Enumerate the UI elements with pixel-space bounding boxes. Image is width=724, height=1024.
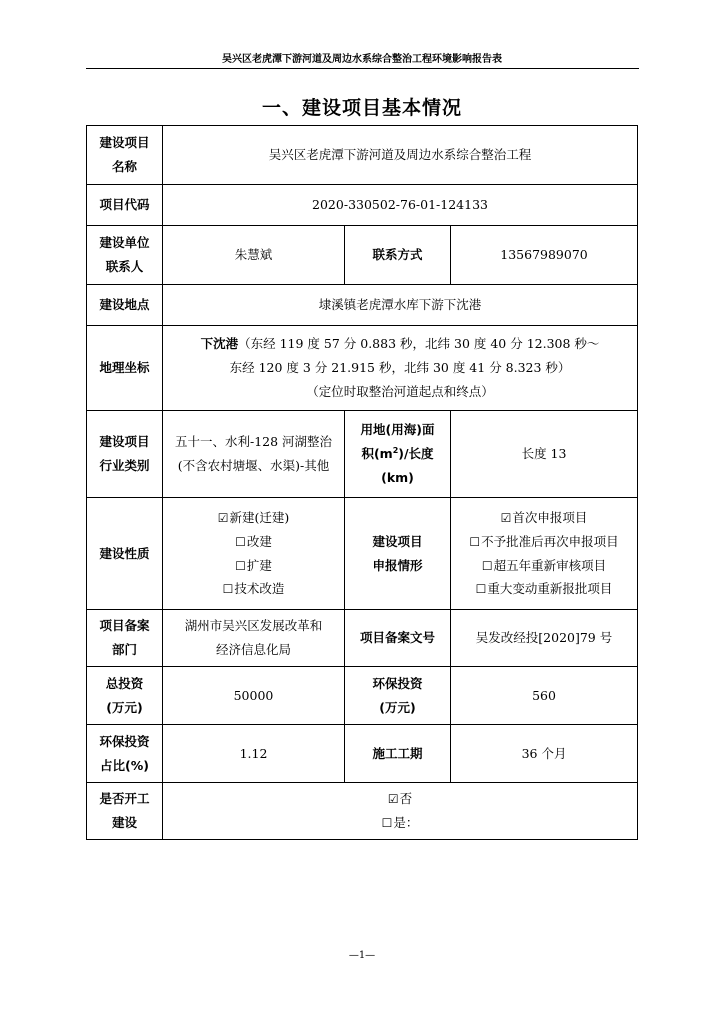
section-title: 一、建设项目基本情况 <box>261 97 462 119</box>
report-option-first: ☑首次申报项目 <box>500 509 588 525</box>
contact-value: 朱慧斌 <box>163 226 345 285</box>
report-option-five-year: ☐超五年重新审核项目 <box>481 557 607 573</box>
row-contact <box>87 226 638 285</box>
report-option-resubmit: ☐不予批准后再次申报项目 <box>469 533 619 549</box>
row-location <box>87 285 638 326</box>
checkbox-unchecked-icon: ☐ <box>222 582 234 597</box>
row-filing <box>87 610 638 667</box>
industry-value: 五十一、水利-128 河湖整治 (不含农村塘堰、水渠)-其他 <box>163 411 345 498</box>
report-label: 建设项目 申报情形 <box>345 498 451 610</box>
coordinates-end: 东经 120 度 3 分 21.915 秒，北纬 30 度 41 分 8.323 秒） <box>229 360 571 376</box>
project-info-table <box>86 125 638 840</box>
page-number: —1— <box>348 950 376 961</box>
ratio-value: 1.12 <box>163 725 345 783</box>
checkbox-unchecked-icon: ☐ <box>235 534 246 549</box>
row-coordinates <box>87 326 638 411</box>
contact-label: 建设单位 联系人 <box>87 226 163 285</box>
period-value: 36 个月 <box>451 725 638 783</box>
nature-label: 建设性质 <box>87 498 163 610</box>
coordinates-river-name: 下沈港 <box>200 336 239 352</box>
report-option-major-change: ☐重大变动重新报批项目 <box>475 581 613 597</box>
row-ratio <box>87 725 638 783</box>
env-investment-value: 560 <box>451 667 638 725</box>
location-label: 建设地点 <box>87 285 163 326</box>
nature-options <box>163 498 345 610</box>
area-value: 长度 13 <box>451 411 638 498</box>
row-investment <box>87 667 638 725</box>
env-investment-label: 环保投资 (万元) <box>345 667 451 725</box>
area-label: 用地(用海)面 积$(m^2)/$长度 (km) <box>345 411 451 498</box>
filing-doc-label: 项目备案文号 <box>345 610 451 667</box>
ratio-label: 环保投资 占比(%) <box>87 725 163 783</box>
project-name-value: 吴兴区老虎潭下游河道及周边水系综合整治工程 <box>163 126 638 185</box>
nature-option-new: ☑新建(迁建) <box>217 509 290 525</box>
checkbox-unchecked-icon: ☐ <box>235 558 246 573</box>
investment-value: 50000 <box>163 667 345 725</box>
coordinates-value <box>163 326 638 411</box>
phone-label: 联系方式 <box>345 226 451 285</box>
coordinates-label: 地理坐标 <box>87 326 163 411</box>
header-divider <box>86 68 639 69</box>
coordinates-start: （东经 119 度 57 分 0.883 秒，北纬 30 度 40 分 12.308 秒～ <box>238 336 600 352</box>
checkbox-unchecked-icon: ☐ <box>481 558 493 573</box>
filing-value: 湖州市吴兴区发展改革和 经济信息化局 <box>163 610 345 667</box>
started-label: 是否开工 建设 <box>87 783 163 840</box>
row-project-name <box>87 126 638 185</box>
phone-value: 13567989070 <box>451 226 638 285</box>
coordinates-note: （定位时取整治河道起点和终点） <box>306 383 494 399</box>
row-project-code <box>87 185 638 226</box>
checkbox-checked-icon: ☑ <box>387 792 399 807</box>
nature-option-rebuild: ☐改建 <box>235 533 272 549</box>
checkbox-unchecked-icon: ☐ <box>475 582 487 597</box>
started-option-no: ☑否 <box>387 791 413 807</box>
report-options <box>451 498 638 610</box>
checkbox-checked-icon: ☑ <box>217 510 229 525</box>
project-code-value: 2020-330502-76-01-124133 <box>163 185 638 226</box>
location-value: 埭溪镇老虎潭水库下游下沈港 <box>163 285 638 326</box>
row-industry <box>87 411 638 498</box>
checkbox-unchecked-icon: ☐ <box>469 534 481 549</box>
filing-doc-value: 吴发改经投[2020]79 号 <box>451 610 638 667</box>
period-label: 施工工期 <box>345 725 451 783</box>
investment-label: 总投资 (万元) <box>87 667 163 725</box>
project-code-label: 项目代码 <box>87 185 163 226</box>
nature-option-expand: ☐扩建 <box>235 557 272 573</box>
row-started <box>87 783 638 840</box>
filing-label: 项目备案 部门 <box>87 610 163 667</box>
started-options <box>163 783 638 840</box>
row-nature <box>87 498 638 610</box>
checkbox-checked-icon: ☑ <box>500 510 512 525</box>
project-name-label: 建设项目 名称 <box>87 126 163 185</box>
nature-option-tech: ☐技术改造 <box>222 581 285 597</box>
document-header-title: 吴兴区老虎潭下游河道及周边水系综合整治工程环境影响报告表 <box>222 54 502 65</box>
checkbox-unchecked-icon: ☐ <box>381 816 393 830</box>
started-option-yes: ☐是： <box>381 815 419 830</box>
industry-label: 建设项目 行业类别 <box>87 411 163 498</box>
